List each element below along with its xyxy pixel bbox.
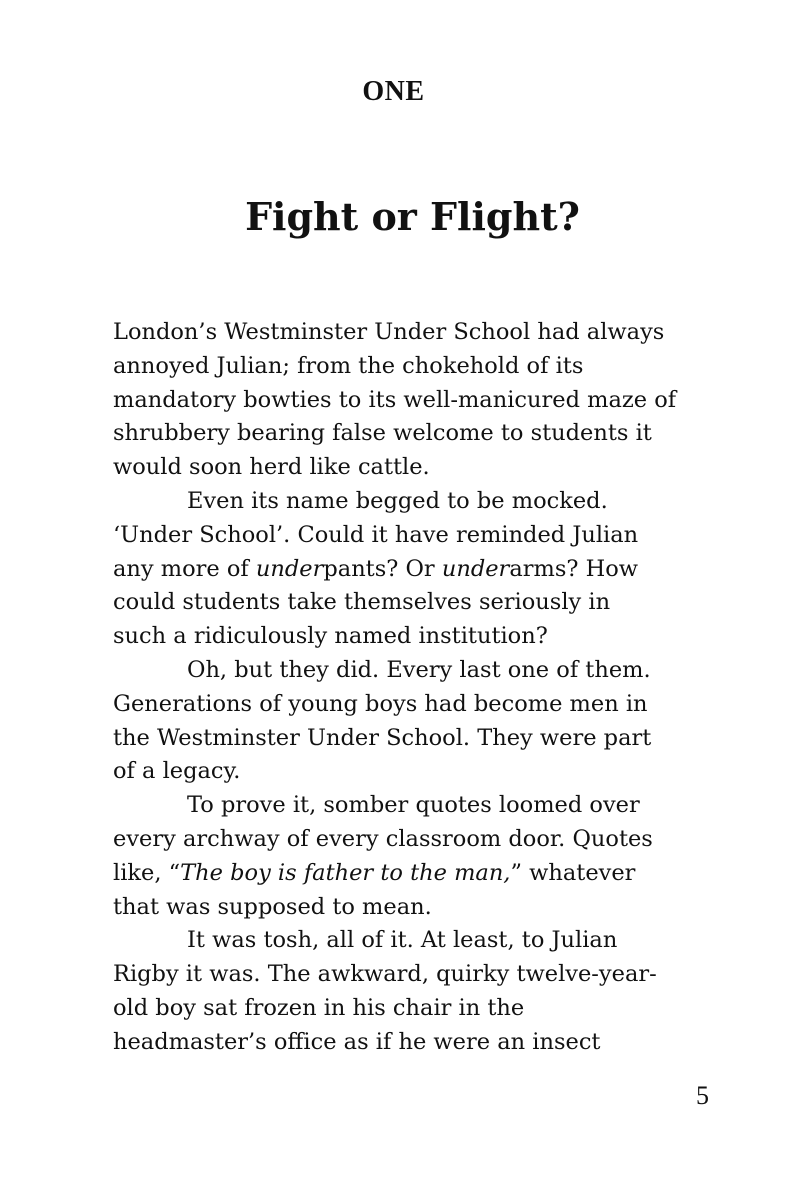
text-line: that was supposed to mean. [113, 893, 432, 920]
text-run: ” whatever [510, 859, 636, 886]
text-line: Generations of young boys had become men in [113, 690, 648, 717]
text-line: could students take themselves seriously in [113, 589, 611, 616]
text-line: It was tosh, all of it. At least, to Julian [187, 927, 618, 954]
text-line: London’s Westminster Under School had always [113, 319, 665, 345]
chapter-title: Fight or Flight? [245, 194, 580, 239]
italic-text: The boy is father to the man, [180, 859, 511, 886]
text-line: Rigby it was. The awkward, quirky twelve-year- [113, 961, 657, 988]
text-line: old boy sat frozen in his chair in the [113, 994, 525, 1021]
italic-text: under [255, 555, 324, 582]
text-line: ‘Under School’. Could it have reminded Julian [113, 521, 639, 548]
text-line: would soon herd like cattle. [113, 454, 430, 481]
page-number: 5 [696, 1081, 709, 1110]
text-line: Oh, but they did. Every last one of them. [187, 656, 651, 683]
text-line: such a ridiculously named institution? [113, 623, 548, 650]
text-run: any more of [113, 555, 256, 582]
text-run: arms? How [509, 555, 639, 582]
text-line: mandatory bowties to its well-manicured maze of [113, 386, 677, 413]
text-run: like, “ [113, 859, 181, 886]
text-line: To prove it, somber quotes loomed over [187, 792, 640, 819]
text-line [113, 857, 723, 891]
italic-text: under [441, 555, 510, 582]
chapter-body [113, 316, 723, 1060]
chapter-number: ONE [362, 76, 425, 107]
text-line [113, 553, 723, 587]
text-line: of a legacy. [113, 758, 241, 785]
text-line: every archway of every classroom door. Quotes [113, 825, 653, 852]
text-line: the Westminster Under School. They were part [113, 724, 652, 751]
text-line: headmaster’s office as if he were an insect [113, 1028, 601, 1055]
text-line: shrubbery bearing false welcome to students it [113, 420, 652, 447]
text-run: pants? Or [323, 555, 442, 582]
text-line: Even its name begged to be mocked. [187, 487, 608, 514]
text-line: annoyed Julian; from the chokehold of its [113, 352, 584, 379]
